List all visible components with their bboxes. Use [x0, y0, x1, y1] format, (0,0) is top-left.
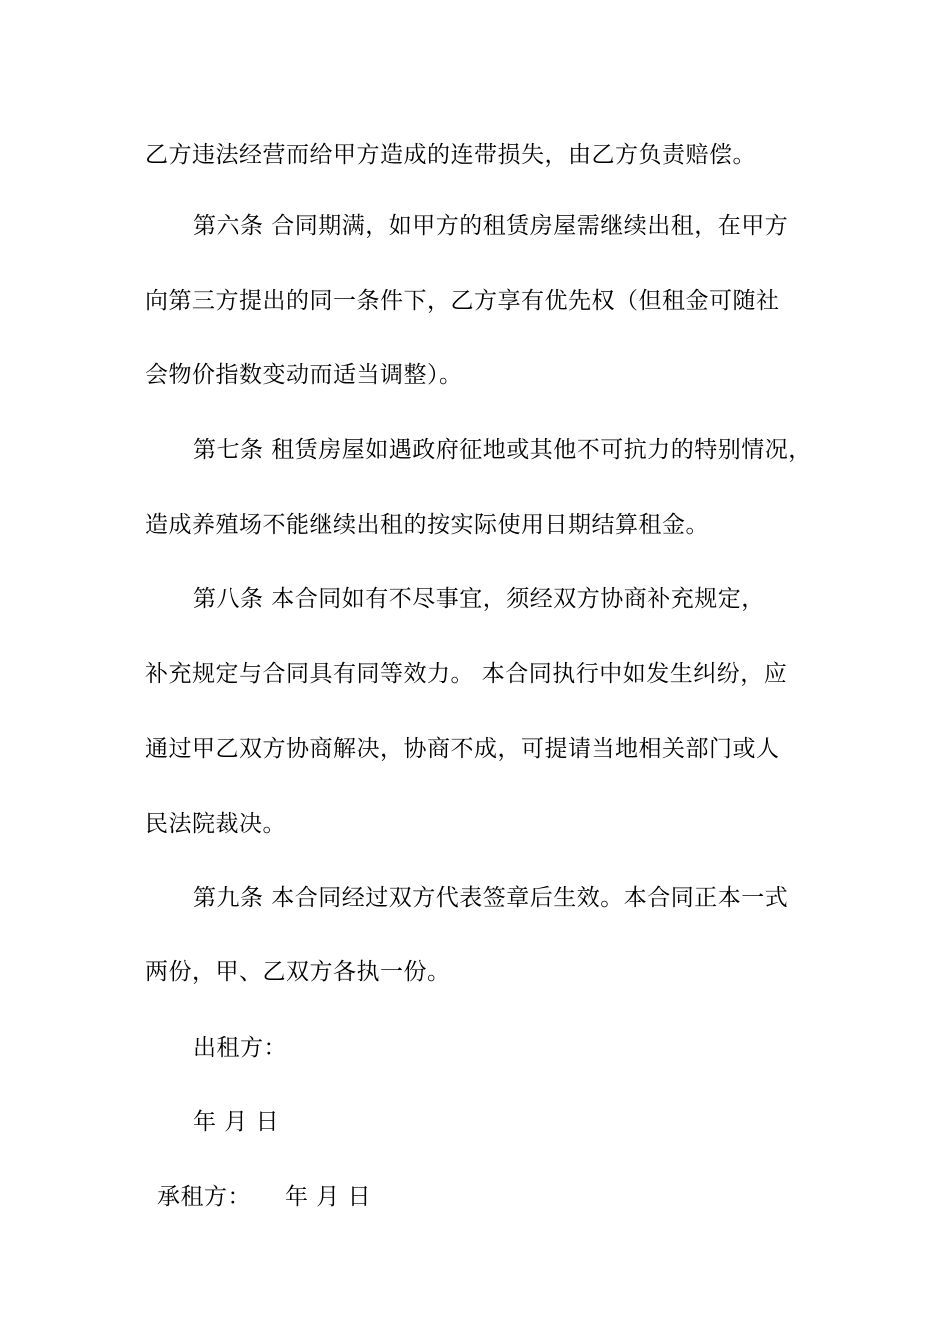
paragraph-line: 乙方违法经营而给甲方造成的连带损失，由乙方负责赔偿。 [145, 142, 756, 168]
lessee-signature-line [157, 1182, 371, 1212]
lessor-label: 出租方： [193, 1035, 287, 1061]
article-nine-line: 第九条 本合同经过双方代表签章后生效。本合同正本一式 [193, 885, 789, 911]
paragraph-line: 民法院裁决。 [145, 811, 286, 837]
paragraph-line: 向第三方提出的同一条件下，乙方享有优先权（但租金可随社 [145, 288, 780, 314]
article-seven-line: 第七条 租赁房屋如遇政府征地或其他不可抗力的特别情况， [193, 437, 812, 463]
paragraph-line: 补充规定与合同具有同等效力。 本合同执行中如发生纠纷，应 [145, 661, 788, 687]
lessor-date: 年 月 日 [193, 1109, 280, 1135]
paragraph-line: 会物价指数变动而适当调整）。 [145, 362, 463, 388]
article-eight-line: 第八条 本合同如有不尽事宜，须经双方协商补充规定， [193, 586, 765, 612]
paragraph-line: 造成养殖场不能继续出租的按实际使用日期结算租金。 [145, 512, 709, 538]
paragraph-line: 两份，甲、乙双方各执一份。 [145, 959, 451, 985]
lessee-label: 承租方： [157, 1184, 251, 1210]
paragraph-line: 通过甲乙双方协商解决，协商不成，可提请当地相关部门或人 [145, 736, 780, 762]
lessee-date: 年 月 日 [285, 1184, 372, 1210]
article-six-line: 第六条 合同期满，如甲方的租赁房屋需继续出租，在甲方 [193, 213, 789, 239]
